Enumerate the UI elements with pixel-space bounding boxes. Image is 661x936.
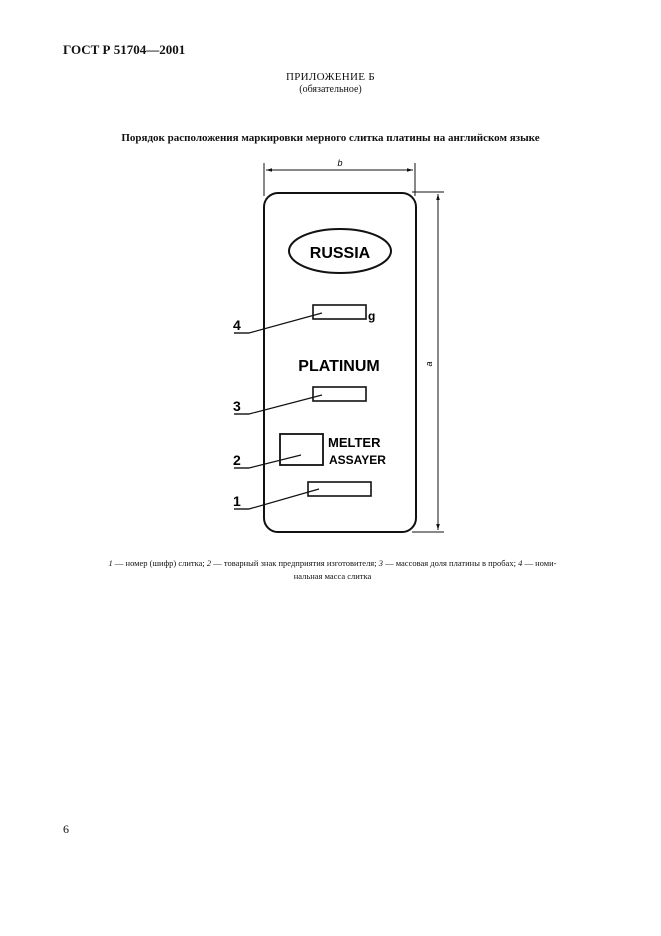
callout-3-number: 3	[233, 398, 241, 414]
mass-field	[313, 305, 366, 319]
caption-number-3: 3	[378, 558, 383, 568]
appendix-subtitle: (обязательное)	[299, 84, 362, 95]
callout-2-number: 2	[233, 452, 241, 468]
appendix-title: ПРИЛОЖЕНИЕ Б	[286, 71, 375, 83]
fineness-field	[313, 387, 366, 401]
caption-line-1	[60, 557, 605, 570]
callout-1-number: 1	[233, 493, 241, 509]
callout-4-number: 4	[233, 317, 241, 333]
country-label: RUSSIA	[309, 245, 371, 262]
dimension-a-label: a	[424, 361, 434, 367]
callout-3	[233, 395, 322, 414]
figure-title: Порядок расположения маркировки мерного слитка платины на английском языке	[121, 132, 540, 144]
caption-text-1: — номер (шифр) слитка;	[112, 558, 207, 568]
caption-text-3: — массовая доля платины в пробах;	[382, 558, 519, 568]
dimension-b	[264, 158, 415, 196]
metal-label: PLATINUM	[298, 358, 380, 375]
dimension-b-label: b	[337, 158, 343, 168]
document-code: ГОСТ Р 51704—2001	[63, 42, 186, 57]
callout-1	[233, 489, 319, 509]
callout-4	[233, 313, 322, 333]
melter-label: MELTER	[328, 435, 381, 450]
caption-line-2: нальная масса слитка	[293, 571, 372, 581]
page-number: 6	[63, 822, 69, 836]
caption-number-1: 1	[108, 558, 113, 568]
figure-caption	[60, 557, 605, 583]
caption-number-4: 4	[518, 558, 523, 568]
mass-unit-label: g	[368, 309, 376, 323]
caption-number-2: 2	[206, 558, 212, 568]
trademark-box	[280, 434, 323, 465]
caption-text-2: — товарный знак предприятия изготовителя;	[211, 558, 379, 568]
caption-text-4: — номи-	[522, 558, 557, 568]
assayer-label: ASSAYER	[329, 453, 386, 467]
